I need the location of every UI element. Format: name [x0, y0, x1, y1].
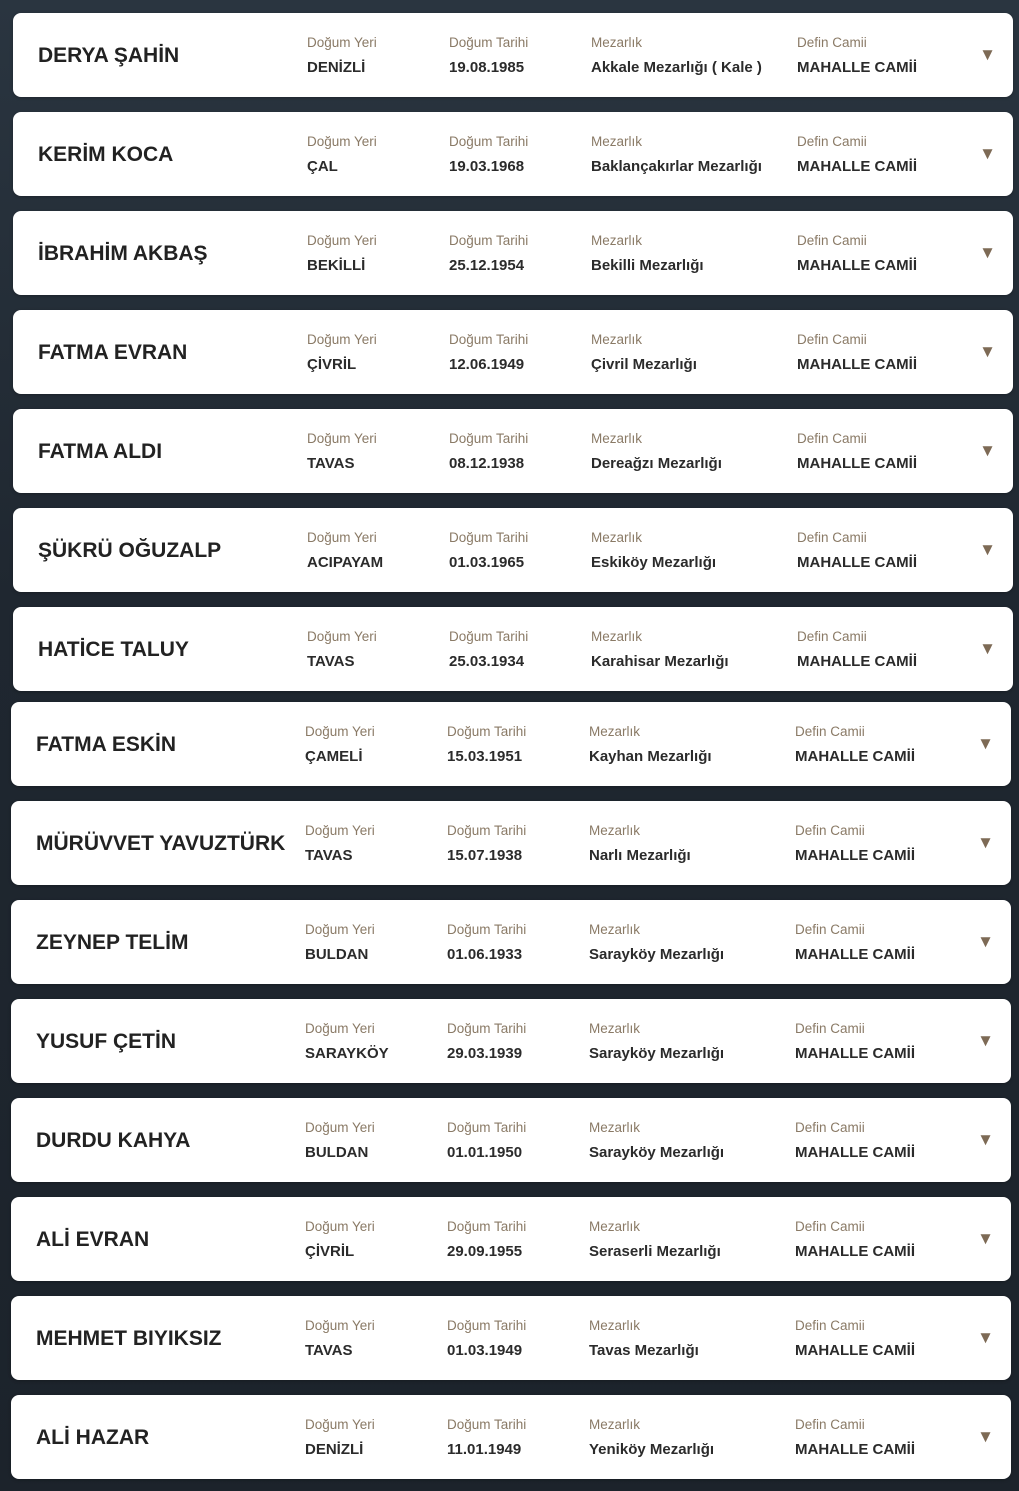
birthplace-field: [307, 134, 377, 176]
mosque-label: Defin Camii: [795, 823, 865, 838]
mosque-label: Defin Camii: [795, 1318, 865, 1333]
person-name: ALİ EVRAN: [36, 1228, 150, 1251]
birthdate-field: [449, 629, 528, 671]
record-card-14[interactable]: [11, 1296, 1011, 1380]
person-name: DURDU KAHYA: [36, 1129, 191, 1152]
birthdate-field: [447, 922, 526, 964]
person-name: FATMA ALDI: [38, 440, 163, 463]
mosque-field: [795, 823, 915, 865]
birthplace-label: Doğum Yeri: [305, 1021, 375, 1036]
record-card-12[interactable]: [11, 1098, 1011, 1182]
cemetery-field: [589, 922, 724, 964]
triangle-down-icon[interactable]: ▼: [979, 45, 996, 64]
cemetery-value: Eskiköy Mezarlığı: [591, 554, 717, 571]
birthdate-label: Doğum Tarihi: [447, 1318, 527, 1333]
birthplace-value: BULDAN: [305, 946, 369, 963]
birthplace-value: ÇAL: [307, 158, 338, 175]
birthplace-value: TAVAS: [305, 847, 353, 864]
birthplace-value: ÇİVRİL: [307, 356, 357, 373]
person-name: FATMA ESKİN: [36, 733, 176, 756]
cemetery-value: Dereağzı Mezarlığı: [591, 455, 722, 472]
mosque-value: MAHALLE CAMİİ: [797, 356, 917, 373]
birthplace-field: [307, 233, 377, 275]
birthdate-field: [447, 1219, 526, 1261]
birthdate-label: Doğum Tarihi: [447, 1219, 527, 1234]
birthdate-value: 25.12.1954: [449, 257, 525, 274]
birthplace-label: Doğum Yeri: [307, 431, 377, 446]
person-name: MÜRÜVVET YAVUZTÜRK: [36, 832, 286, 855]
mosque-field: [795, 1120, 915, 1162]
mosque-field: [797, 530, 917, 572]
mosque-label: Defin Camii: [797, 233, 867, 248]
birthplace-field: [305, 724, 375, 766]
birthdate-field: [447, 1417, 526, 1459]
mosque-value: MAHALLE CAMİİ: [797, 257, 917, 274]
mosque-label: Defin Camii: [795, 922, 865, 937]
mosque-label: Defin Camii: [797, 629, 867, 644]
cemetery-value: Narlı Mezarlığı: [589, 847, 691, 864]
birthplace-field: [305, 922, 375, 964]
birthplace-value: SARAYKÖY: [305, 1045, 389, 1062]
birthdate-label: Doğum Tarihi: [447, 724, 527, 739]
mosque-value: MAHALLE CAMİİ: [797, 554, 917, 571]
mosque-label: Defin Camii: [797, 35, 867, 50]
birthplace-value: ÇAMELİ: [305, 748, 363, 765]
triangle-down-icon[interactable]: ▼: [979, 639, 996, 658]
birthplace-field: [305, 1417, 375, 1459]
cemetery-field: [591, 233, 704, 275]
birthplace-value: BEKİLLİ: [307, 257, 366, 274]
birthplace-label: Doğum Yeri: [307, 332, 377, 347]
cemetery-label: Mezarlık: [589, 1417, 641, 1432]
birthdate-label: Doğum Tarihi: [449, 35, 529, 50]
cemetery-field: [589, 1120, 724, 1162]
birthplace-label: Doğum Yeri: [305, 1417, 375, 1432]
birthplace-value: ACIPAYAM: [307, 554, 384, 571]
mosque-field: [795, 1318, 915, 1360]
birthdate-label: Doğum Tarihi: [449, 530, 529, 545]
cemetery-value: Sarayköy Mezarlığı: [589, 1045, 725, 1062]
birthdate-field: [447, 1021, 526, 1063]
birthdate-label: Doğum Tarihi: [449, 233, 529, 248]
record-card-2[interactable]: [13, 112, 1013, 196]
cemetery-value: Kayhan Mezarlığı: [589, 748, 712, 765]
cemetery-value: Çivril Mezarlığı: [591, 356, 697, 373]
mosque-field: [795, 922, 915, 964]
cemetery-field: [591, 332, 697, 374]
mosque-value: MAHALLE CAMİİ: [795, 1441, 915, 1458]
birthdate-field: [449, 431, 528, 473]
cemetery-label: Mezarlık: [589, 1120, 641, 1135]
birthplace-label: Doğum Yeri: [305, 1219, 375, 1234]
triangle-down-icon[interactable]: ▼: [977, 1328, 994, 1347]
mosque-value: MAHALLE CAMİİ: [797, 653, 917, 670]
birthdate-value: 11.01.1949: [447, 1441, 522, 1458]
birthplace-field: [307, 332, 377, 374]
cemetery-value: Tavas Mezarlığı: [589, 1342, 699, 1359]
mosque-field: [795, 1219, 915, 1261]
cemetery-field: [589, 823, 691, 865]
birthdate-label: Doğum Tarihi: [447, 1120, 527, 1135]
birthdate-value: 19.03.1968: [449, 158, 525, 175]
birthplace-value: TAVAS: [307, 455, 355, 472]
mosque-field: [797, 332, 917, 374]
birthdate-value: 08.12.1938: [449, 455, 525, 472]
cemetery-field: [591, 35, 762, 77]
mosque-value: MAHALLE CAMİİ: [795, 1045, 915, 1062]
birthdate-value: 29.09.1955: [447, 1243, 523, 1260]
cemetery-label: Mezarlık: [589, 1318, 641, 1333]
cemetery-label: Mezarlık: [591, 332, 643, 347]
birthdate-value: 19.08.1985: [449, 59, 525, 76]
birthdate-field: [447, 1120, 526, 1162]
mosque-label: Defin Camii: [797, 431, 867, 446]
cemetery-label: Mezarlık: [591, 530, 643, 545]
cemetery-field: [591, 134, 762, 176]
mosque-value: MAHALLE CAMİİ: [795, 1144, 915, 1161]
birthplace-label: Doğum Yeri: [305, 724, 375, 739]
birthplace-label: Doğum Yeri: [305, 1120, 375, 1135]
mosque-value: MAHALLE CAMİİ: [797, 59, 917, 76]
birthdate-label: Doğum Tarihi: [449, 332, 529, 347]
triangle-down-icon[interactable]: ▼: [979, 342, 996, 361]
birthplace-value: ÇİVRİL: [305, 1243, 355, 1260]
birthplace-label: Doğum Yeri: [307, 530, 377, 545]
birthdate-value: 01.06.1933: [447, 946, 523, 963]
mosque-field: [797, 233, 917, 275]
mosque-value: MAHALLE CAMİİ: [795, 946, 915, 963]
cemetery-field: [591, 431, 722, 473]
record-card-15[interactable]: [11, 1395, 1011, 1479]
birthdate-value: 01.01.1950: [447, 1144, 523, 1161]
cemetery-field: [589, 1219, 721, 1261]
record-card-9[interactable]: [11, 801, 1011, 885]
birthdate-label: Doğum Tarihi: [447, 922, 527, 937]
birthdate-value: 29.03.1939: [447, 1045, 523, 1062]
cemetery-field: [589, 1021, 724, 1063]
mosque-field: [797, 629, 917, 671]
birthdate-value: 15.07.1938: [447, 847, 523, 864]
cemetery-field: [589, 1318, 699, 1360]
mosque-label: Defin Camii: [795, 1417, 865, 1432]
birthplace-value: TAVAS: [305, 1342, 353, 1359]
mosque-label: Defin Camii: [797, 134, 867, 149]
mosque-field: [795, 1021, 915, 1063]
cemetery-value: Seraserli Mezarlığı: [589, 1243, 721, 1260]
cemetery-label: Mezarlık: [591, 233, 643, 248]
mosque-label: Defin Camii: [795, 724, 865, 739]
record-card-6[interactable]: [13, 508, 1013, 592]
person-name: MEHMET BIYIKSIZ: [36, 1327, 222, 1350]
mosque-field: [797, 35, 917, 77]
cemetery-label: Mezarlık: [589, 823, 641, 838]
mosque-value: MAHALLE CAMİİ: [797, 158, 917, 175]
mosque-field: [795, 724, 915, 766]
birthplace-field: [307, 35, 377, 77]
cemetery-label: Mezarlık: [591, 35, 643, 50]
cemetery-field: [589, 724, 712, 766]
triangle-down-icon[interactable]: ▼: [977, 1427, 994, 1446]
cemetery-label: Mezarlık: [591, 134, 643, 149]
birthdate-label: Doğum Tarihi: [447, 1021, 527, 1036]
mosque-label: Defin Camii: [797, 530, 867, 545]
mosque-field: [795, 1417, 915, 1459]
cemetery-label: Mezarlık: [589, 1021, 641, 1036]
birthdate-field: [447, 724, 526, 766]
birthplace-field: [305, 1219, 375, 1261]
mosque-label: Defin Camii: [795, 1120, 865, 1135]
birthplace-label: Doğum Yeri: [307, 35, 377, 50]
record-card-4[interactable]: [13, 310, 1013, 394]
birthdate-value: 01.03.1965: [449, 554, 525, 571]
cemetery-label: Mezarlık: [589, 1219, 641, 1234]
birthplace-label: Doğum Yeri: [307, 233, 377, 248]
triangle-down-icon[interactable]: ▼: [977, 932, 994, 951]
triangle-down-icon[interactable]: ▼: [979, 441, 996, 460]
birthdate-field: [449, 35, 528, 77]
cemetery-field: [591, 530, 716, 572]
birthdate-field: [449, 233, 528, 275]
triangle-down-icon[interactable]: ▼: [977, 1229, 994, 1248]
triangle-down-icon[interactable]: ▼: [977, 734, 994, 753]
cemetery-label: Mezarlık: [591, 431, 643, 446]
birthdate-label: Doğum Tarihi: [447, 823, 527, 838]
person-name: YUSUF ÇETİN: [36, 1030, 177, 1053]
person-name: ZEYNEP TELİM: [36, 931, 189, 954]
cemetery-label: Mezarlık: [591, 629, 643, 644]
cemetery-label: Mezarlık: [589, 724, 641, 739]
birthdate-field: [447, 823, 526, 865]
birthdate-field: [449, 332, 528, 374]
birthplace-label: Doğum Yeri: [305, 823, 375, 838]
cemetery-value: Sarayköy Mezarlığı: [589, 946, 725, 963]
mosque-label: Defin Camii: [795, 1021, 865, 1036]
birthplace-field: [307, 431, 377, 473]
birthdate-value: 01.03.1949: [447, 1342, 523, 1359]
mosque-label: Defin Camii: [797, 332, 867, 347]
cemetery-value: Bekilli Mezarlığı: [591, 257, 704, 274]
birthplace-field: [305, 1318, 375, 1360]
birthplace-label: Doğum Yeri: [307, 134, 377, 149]
mosque-value: MAHALLE CAMİİ: [795, 1342, 915, 1359]
person-name: ALİ HAZAR: [36, 1426, 150, 1449]
record-card-5[interactable]: [13, 409, 1013, 493]
record-card-7[interactable]: [13, 607, 1013, 691]
record-card-13[interactable]: [11, 1197, 1011, 1281]
birthplace-field: [305, 1120, 375, 1162]
person-name: FATMA EVRAN: [38, 341, 188, 364]
person-name: İBRAHİM AKBAŞ: [38, 242, 208, 265]
triangle-down-icon[interactable]: ▼: [979, 540, 996, 559]
birthplace-value: DENİZLİ: [305, 1441, 364, 1458]
birthdate-value: 15.03.1951: [447, 748, 523, 765]
birthplace-field: [307, 530, 383, 572]
triangle-down-icon[interactable]: ▼: [977, 1130, 994, 1149]
cemetery-value: Akkale Mezarlığı ( Kale ): [591, 59, 762, 76]
birthplace-label: Doğum Yeri: [307, 629, 377, 644]
birthdate-value: 12.06.1949: [449, 356, 525, 373]
record-card-10[interactable]: [11, 900, 1011, 984]
cemetery-field: [591, 629, 729, 671]
record-card-3[interactable]: [13, 211, 1013, 295]
birthdate-label: Doğum Tarihi: [449, 431, 529, 446]
person-name: ŞÜKRÜ OĞUZALP: [38, 539, 222, 562]
triangle-down-icon[interactable]: ▼: [979, 243, 996, 262]
triangle-down-icon[interactable]: ▼: [977, 833, 994, 852]
record-card-1[interactable]: [13, 13, 1013, 97]
record-card-8[interactable]: [11, 702, 1011, 786]
mosque-value: MAHALLE CAMİİ: [795, 748, 915, 765]
mosque-label: Defin Camii: [795, 1219, 865, 1234]
birthplace-field: [305, 823, 375, 865]
triangle-down-icon[interactable]: ▼: [977, 1031, 994, 1050]
cemetery-value: Karahisar Mezarlığı: [591, 653, 729, 670]
birthplace-field: [305, 1021, 389, 1063]
mosque-value: MAHALLE CAMİİ: [795, 1243, 915, 1260]
cemetery-value: Yeniköy Mezarlığı: [589, 1441, 715, 1458]
person-name: HATİCE TALUY: [38, 638, 189, 661]
birthplace-field: [307, 629, 377, 671]
cemetery-value: Sarayköy Mezarlığı: [589, 1144, 725, 1161]
record-card-11[interactable]: [11, 999, 1011, 1083]
birthplace-value: BULDAN: [305, 1144, 369, 1161]
birthdate-field: [449, 134, 528, 176]
triangle-down-icon[interactable]: ▼: [979, 144, 996, 163]
birthdate-field: [447, 1318, 526, 1360]
cemetery-label: Mezarlık: [589, 922, 641, 937]
birthdate-value: 25.03.1934: [449, 653, 525, 670]
mosque-field: [797, 134, 917, 176]
birthdate-label: Doğum Tarihi: [449, 629, 529, 644]
birthplace-value: TAVAS: [307, 653, 355, 670]
mosque-value: MAHALLE CAMİİ: [795, 847, 915, 864]
birthplace-label: Doğum Yeri: [305, 1318, 375, 1333]
mosque-value: MAHALLE CAMİİ: [797, 455, 917, 472]
birthdate-field: [449, 530, 528, 572]
birthdate-label: Doğum Tarihi: [447, 1417, 527, 1432]
person-name: DERYA ŞAHİN: [38, 44, 180, 67]
person-name: KERİM KOCA: [38, 143, 174, 166]
mosque-field: [797, 431, 917, 473]
cemetery-value: Baklançakırlar Mezarlığı: [591, 158, 762, 175]
birthplace-label: Doğum Yeri: [305, 922, 375, 937]
cemetery-field: [589, 1417, 714, 1459]
birthdate-label: Doğum Tarihi: [449, 134, 529, 149]
birthplace-value: DENİZLİ: [307, 59, 366, 76]
